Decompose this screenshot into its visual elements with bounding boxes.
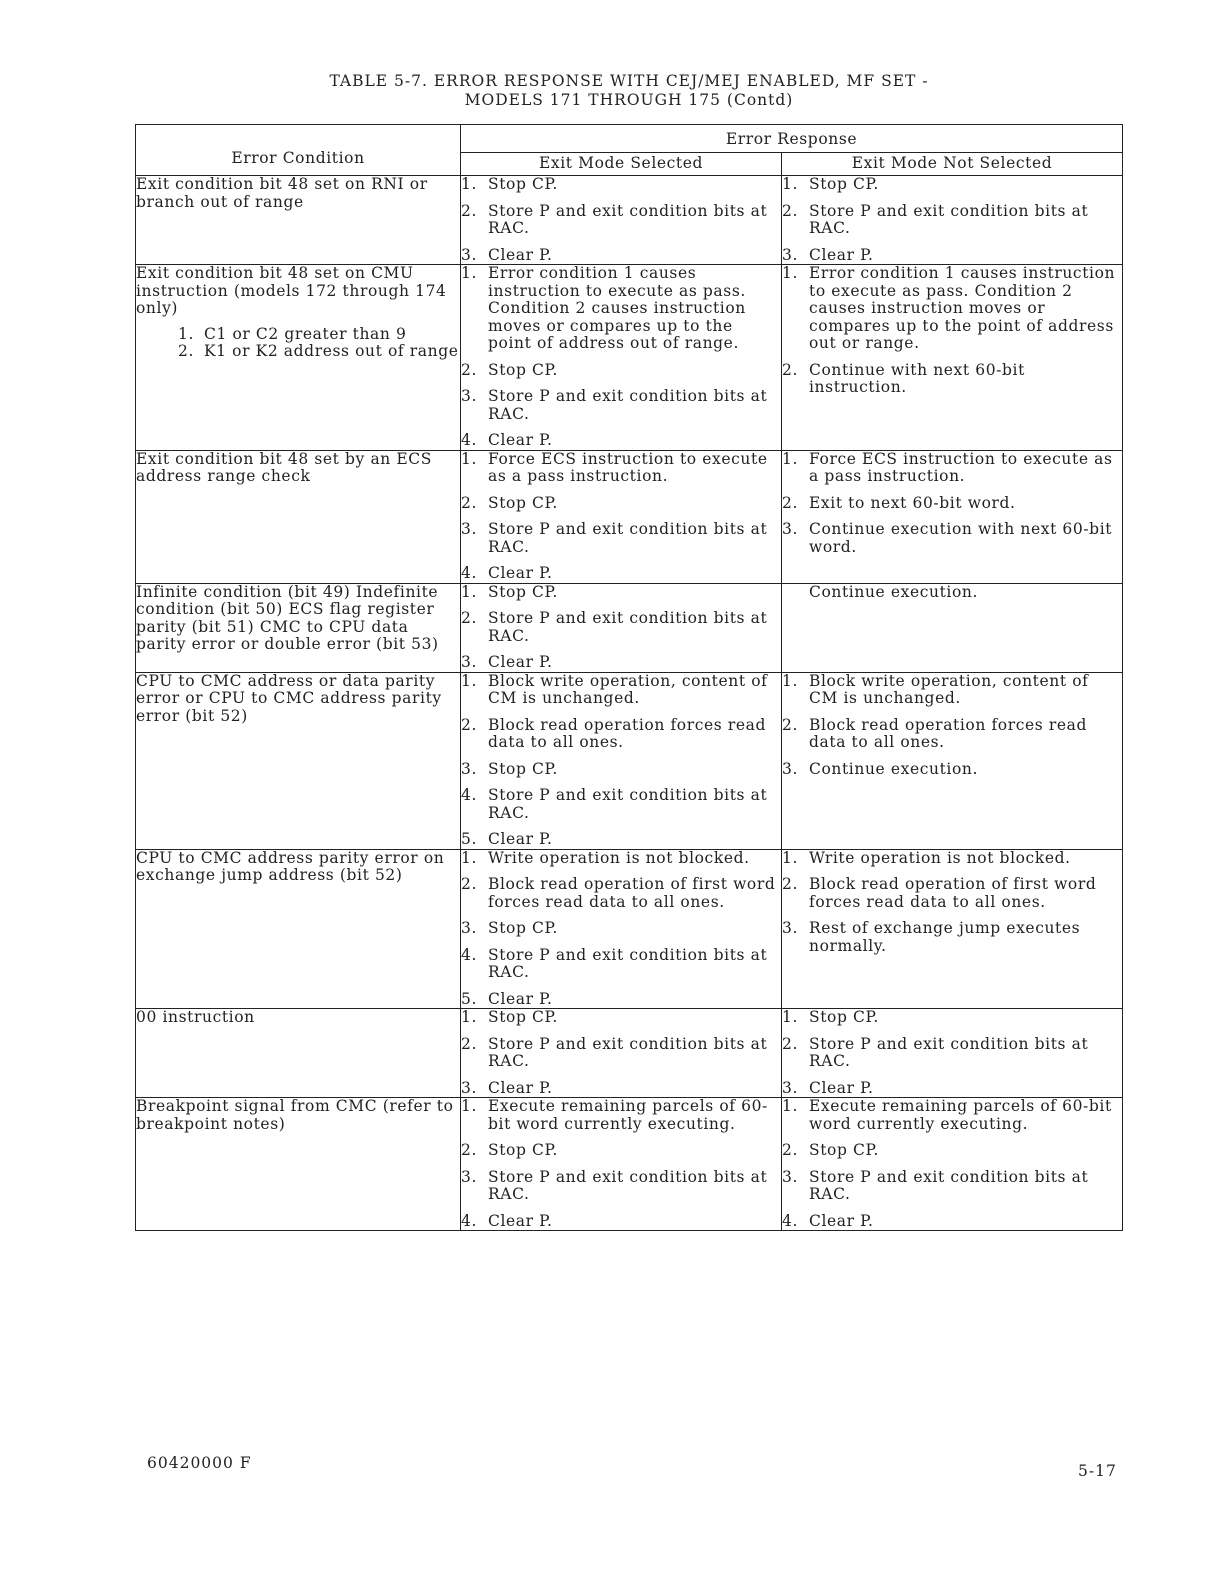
response-step (461, 991, 781, 1009)
response-step-text: Clear P. (488, 830, 553, 848)
response-step-number: 5. (461, 830, 477, 848)
response-step-number: 2. (461, 875, 477, 893)
exit-mode-not-selected-steps (782, 265, 1122, 397)
error-condition-cell (136, 1009, 461, 1098)
response-step-number: 3. (461, 759, 477, 778)
response-step (782, 521, 1122, 556)
exit-mode-selected-steps (461, 850, 781, 1009)
response-step-text: Block read operation forces read data to all ones. (809, 715, 1088, 751)
response-step-text: Store P and exit condition bits at RAC. (488, 945, 768, 981)
response-step-number: 1. (782, 848, 798, 867)
response-step-number: 4. (461, 431, 477, 449)
response-step-number: 1. (782, 449, 798, 468)
response-step (461, 495, 781, 513)
response-step-text: Execute remaining parcels of 60-bit word currently executing. (809, 1097, 1112, 1133)
response-step-text: Store P and exit condition bits at RAC. (488, 201, 768, 237)
response-step-text: Clear P. (809, 1211, 874, 1230)
response-step-number: 1. (461, 1097, 477, 1115)
response-step-number: 3. (461, 245, 477, 264)
response-step (782, 176, 1122, 194)
condition-sublist (178, 326, 460, 361)
condition-subitem-number: 2. (178, 342, 194, 360)
response-step-number: 3. (461, 387, 477, 405)
exit-mode-not-selected-cell (782, 849, 1123, 1009)
response-step-number: 1. (461, 848, 477, 867)
response-step (461, 850, 781, 868)
exit-mode-selected-cell (461, 1009, 782, 1098)
error-condition-text: Exit condition bit 48 set on CMU instruction (models 172 through 174 only) (136, 264, 447, 317)
response-step-number: 3. (782, 1078, 798, 1097)
response-step-text: Force ECS instruction to execute as a pass instruction. (488, 449, 768, 485)
exit-mode-not-selected-cell (782, 450, 1123, 583)
error-condition-text: CPU to CMC address or data parity error or CPU to CMC address parity error (bit 52) (136, 671, 442, 725)
response-step-number: 3. (461, 1167, 477, 1186)
response-step-text: Execute remaining parcels of 60-bit word currently executing. (488, 1097, 768, 1133)
response-step (782, 1080, 1122, 1098)
table-title (0, 72, 1218, 110)
response-step (782, 850, 1122, 868)
response-step-text: Stop CP. (809, 1008, 879, 1026)
response-step-text: Block write operation, content of CM is unchanged. (809, 671, 1089, 707)
response-step (461, 1142, 781, 1160)
response-step (782, 1098, 1122, 1133)
response-step (461, 176, 781, 194)
response-step (782, 451, 1122, 486)
response-step-text: Clear P. (809, 245, 874, 264)
response-step (782, 1169, 1122, 1204)
exit-mode-selected-steps (461, 176, 781, 264)
response-step (461, 1213, 781, 1231)
response-step-text: Write operation is not blocked. (488, 848, 750, 867)
table-row (136, 1009, 1123, 1098)
response-step-text: Clear P. (488, 564, 553, 582)
exit-mode-selected-steps (461, 1009, 781, 1097)
response-step-text: Stop CP. (809, 175, 879, 193)
response-step-text: Stop CP. (488, 175, 558, 193)
response-step-number: 1. (461, 175, 477, 193)
response-step-text: Clear P. (488, 1078, 553, 1097)
table-title-line-2: MODELS 171 THROUGH 175 (Contd) (464, 91, 794, 109)
response-step-text: Error condition 1 causes instruction to execute as pass. Condition 2 causes instruction moves or compares up to the point of address out of range. (488, 264, 746, 352)
response-step-text: Clear P. (809, 1078, 874, 1097)
response-step (782, 1036, 1122, 1071)
response-step-number: 1. (461, 264, 477, 282)
response-step-number: 2. (782, 875, 798, 893)
table-row (136, 583, 1123, 672)
response-step-text: Stop CP. (488, 1008, 558, 1026)
error-condition-text: Exit condition bit 48 set by an ECS address range check (136, 449, 432, 485)
response-step-text: Clear P. (488, 245, 553, 264)
response-step-number: 1. (782, 1097, 798, 1115)
response-step (782, 1009, 1122, 1027)
response-step-text: Continue with next 60-bit instruction. (809, 360, 1025, 396)
response-step-number: 2. (782, 360, 798, 379)
condition-subitem-number: 1. (178, 324, 194, 343)
error-condition-text: Exit condition bit 48 set on RNI or branch out of range (136, 175, 428, 211)
response-step-number: 2. (461, 360, 477, 379)
response-step-text: Block write operation, content of CM is unchanged. (488, 671, 768, 707)
error-condition-text: CPU to CMC address parity error on exchange jump address (bit 52) (136, 848, 445, 884)
response-step-text: Stop CP. (809, 1141, 879, 1159)
response-step (782, 495, 1122, 513)
response-step-text: Store P and exit condition bits at RAC. (809, 201, 1089, 237)
response-step-number: 4. (461, 564, 477, 582)
table-row (136, 849, 1123, 1009)
response-step (461, 1080, 781, 1098)
response-step (461, 761, 781, 779)
response-step (461, 831, 781, 849)
response-step-number: 3. (461, 653, 477, 671)
error-condition-text: Infinite condition (bit 49) Indefinite condition (bit 50) ECS flag register parity (bit 51) CMC to CPU data parity error or double error (bit 53) (136, 582, 439, 653)
header-error-response: Error Response (461, 125, 1123, 153)
response-step-text: Store P and exit condition bits at RAC. (809, 1167, 1089, 1203)
error-condition-cell (136, 583, 461, 672)
response-step (461, 610, 781, 645)
response-step (461, 1036, 781, 1071)
response-step-number: 3. (782, 245, 798, 264)
response-step-text: Continue execution. (809, 759, 979, 778)
response-step-number: 4. (782, 1211, 798, 1230)
response-step-text: Store P and exit condition bits at RAC. (488, 1167, 768, 1203)
response-step-number: 2. (461, 493, 477, 512)
response-step (461, 947, 781, 982)
document-number: 60420000 F (147, 1454, 252, 1472)
error-condition-cell (136, 1098, 461, 1231)
table-row (136, 176, 1123, 265)
response-step (461, 654, 781, 672)
response-step-text: Write operation is not blocked. (809, 848, 1071, 867)
response-step-number: 2. (782, 1034, 798, 1053)
response-step (782, 203, 1122, 238)
response-step-number: 2. (782, 715, 798, 734)
exit-mode-selected-steps (461, 265, 781, 450)
condition-subitem (178, 326, 460, 344)
response-step-text: Stop CP. (488, 759, 558, 778)
table-row (136, 265, 1123, 451)
response-step (461, 432, 781, 450)
error-condition-cell (136, 176, 461, 265)
exit-mode-selected-cell (461, 583, 782, 672)
error-condition-text: 00 instruction (136, 1008, 255, 1026)
exit-mode-not-selected-cell (782, 583, 1123, 672)
response-step-number: 5. (461, 989, 477, 1008)
response-step-text: Stop CP. (488, 582, 558, 601)
error-response-table (135, 124, 1123, 1231)
response-step (782, 265, 1122, 353)
response-step-number: 1. (782, 264, 798, 282)
response-step-text: Clear P. (488, 431, 553, 449)
response-step-number: 3. (461, 1078, 477, 1097)
exit-mode-not-selected-steps (782, 673, 1122, 779)
exit-mode-not-selected-cell (782, 1009, 1123, 1098)
header-exit-mode-not-selected: Exit Mode Not Selected (782, 152, 1123, 176)
response-step-number: 1. (782, 1008, 798, 1026)
response-step (782, 584, 1122, 602)
error-condition-cell (136, 265, 461, 451)
response-step (461, 787, 781, 822)
table-row (136, 1098, 1123, 1231)
condition-subitem-text: C1 or C2 greater than 9 (204, 324, 407, 343)
exit-mode-not-selected-steps (782, 1098, 1122, 1230)
response-step-number: 3. (782, 520, 798, 538)
exit-mode-not-selected-steps (782, 451, 1122, 557)
condition-subitem-text: K1 or K2 address out of range (204, 342, 459, 360)
response-step-number: 2. (461, 1034, 477, 1053)
exit-mode-selected-steps (461, 451, 781, 583)
exit-mode-selected-cell (461, 849, 782, 1009)
exit-mode-not-selected-steps (782, 176, 1122, 264)
response-step-text: Block read operation forces read data to all ones. (488, 715, 767, 751)
response-step-text: Error condition 1 causes instruction to execute as pass. Condition 2 causes instruction moves or compares up to the point of address out or range. (809, 264, 1116, 352)
exit-mode-not-selected-steps (782, 850, 1122, 956)
response-step-number: 2. (461, 1141, 477, 1159)
error-condition-cell (136, 450, 461, 583)
response-step (461, 673, 781, 708)
response-step-text: Stop CP. (488, 493, 558, 512)
response-step (461, 920, 781, 938)
response-step (782, 761, 1122, 779)
response-step (461, 247, 781, 265)
response-step (782, 673, 1122, 708)
response-step-text: Store P and exit condition bits at RAC. (488, 609, 768, 645)
table-title-line-1: TABLE 5-7. ERROR RESPONSE WITH CEJ/MEJ ENABLED, MF SET - (329, 72, 929, 90)
exit-mode-selected-cell (461, 176, 782, 265)
response-step-text: Clear P. (488, 989, 553, 1008)
response-step-text: Stop CP. (488, 360, 558, 379)
response-step-number: 2. (461, 201, 477, 220)
response-step-number: 4. (461, 1211, 477, 1230)
header-exit-mode-selected: Exit Mode Selected (461, 152, 782, 176)
response-step (461, 203, 781, 238)
response-step (461, 565, 781, 583)
exit-mode-selected-cell (461, 1098, 782, 1231)
condition-subitem (178, 343, 460, 361)
response-step-number: 1. (461, 1008, 477, 1026)
exit-mode-not-selected-steps (782, 584, 1122, 602)
response-step (461, 876, 781, 911)
response-step (461, 521, 781, 556)
response-step (782, 920, 1122, 955)
exit-mode-not-selected-cell (782, 265, 1123, 451)
response-step-text: Store P and exit condition bits at RAC. (488, 520, 768, 556)
response-step-number: 1. (782, 175, 798, 193)
response-step-number: 4. (461, 945, 477, 964)
response-step-number: 2. (782, 1141, 798, 1159)
response-step-text: Exit to next 60-bit word. (809, 493, 1016, 512)
header-error-condition: Error Condition (136, 125, 461, 176)
error-condition-cell (136, 849, 461, 1009)
page-number: 5-17 (1078, 1462, 1117, 1480)
response-step (461, 451, 781, 486)
response-step (461, 1169, 781, 1204)
error-condition-cell (136, 672, 461, 849)
response-step-text: Block read operation of first word forces read data to all ones. (488, 875, 776, 911)
response-step (782, 362, 1122, 397)
response-step-number: 1. (461, 449, 477, 468)
response-step-text: Store P and exit condition bits at RAC. (488, 786, 768, 822)
response-step-number: 3. (461, 520, 477, 538)
response-step-number: 1. (461, 582, 477, 601)
response-step-number: 2. (782, 493, 798, 512)
response-step (461, 362, 781, 380)
exit-mode-selected-steps (461, 673, 781, 849)
response-step (782, 1142, 1122, 1160)
response-step-number: 2. (782, 201, 798, 220)
exit-mode-selected-steps (461, 1098, 781, 1230)
exit-mode-not-selected-cell (782, 176, 1123, 265)
response-step-text: Clear P. (488, 653, 553, 671)
response-step (461, 265, 781, 353)
response-step-number: 4. (461, 786, 477, 804)
response-step-number: 2. (461, 609, 477, 627)
error-condition-text: Breakpoint signal from CMC (refer to breakpoint notes) (136, 1097, 454, 1133)
response-step-text: Store P and exit condition bits at RAC. (488, 1034, 768, 1070)
response-step-text: Continue execution. (809, 582, 979, 601)
table-row (136, 672, 1123, 849)
response-step-number: 3. (782, 1167, 798, 1186)
exit-mode-not-selected-cell (782, 672, 1123, 849)
response-step (461, 1098, 781, 1133)
response-step-text: Force ECS instruction to execute as a pass instruction. (809, 449, 1113, 485)
response-step-number: 3. (782, 759, 798, 778)
table-row (136, 450, 1123, 583)
response-step-number: 2. (461, 715, 477, 734)
response-step-text: Stop CP. (488, 919, 558, 937)
exit-mode-selected-steps (461, 584, 781, 672)
response-step (782, 717, 1122, 752)
header-row-1 (136, 125, 1123, 153)
response-step (782, 247, 1122, 265)
exit-mode-selected-cell (461, 265, 782, 451)
response-step (461, 388, 781, 423)
response-step-text: Continue execution with next 60-bit word. (809, 520, 1113, 556)
exit-mode-not-selected-steps (782, 1009, 1122, 1097)
response-step-number: 1. (461, 671, 477, 690)
response-step (461, 584, 781, 602)
response-step (782, 1213, 1122, 1231)
response-step-number: 3. (782, 919, 798, 937)
response-step-text: Clear P. (488, 1211, 553, 1230)
response-step-text: Store P and exit condition bits at RAC. (809, 1034, 1089, 1070)
response-step (461, 1009, 781, 1027)
response-step (782, 876, 1122, 911)
response-step-text: Stop CP. (488, 1141, 558, 1159)
response-step-number: 1. (782, 671, 798, 690)
exit-mode-selected-cell (461, 672, 782, 849)
response-step (461, 717, 781, 752)
response-step-text: Block read operation of first word forces read data to all ones. (809, 875, 1097, 911)
exit-mode-not-selected-cell (782, 1098, 1123, 1231)
table-body (136, 176, 1123, 1231)
response-step-text: Store P and exit condition bits at RAC. (488, 387, 768, 423)
exit-mode-selected-cell (461, 450, 782, 583)
response-step-text: Rest of exchange jump executes normally. (809, 919, 1081, 955)
response-step-number: 3. (461, 919, 477, 937)
